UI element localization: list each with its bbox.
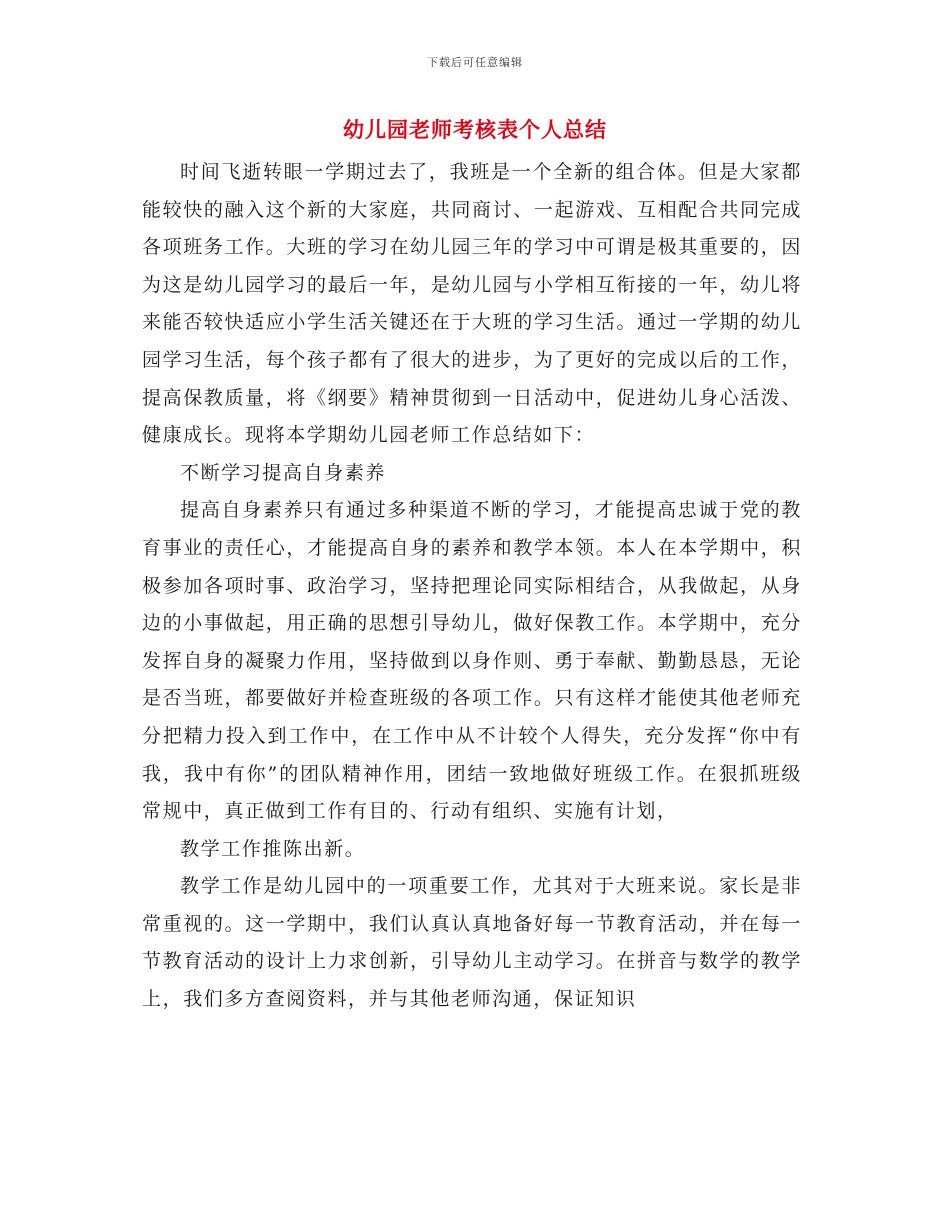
section-heading-teaching: 教学工作推陈出新。 xyxy=(180,837,366,860)
section-heading-study: 不断学习提高自身素养 xyxy=(180,461,387,484)
paragraph-intro: 时间飞逝转眼一学期过去了，我班是一个全新的组合体。但是大家都能较快的融入这个新的大家庭，共同商讨、一起游戏、互相配合共同完成各项班务工作。大班的学习在幼儿园三年的学习中可谓是极其重要的，因为这是幼儿园学习的最后一年，是幼儿园与小学相互衔接的一年，幼儿将来能否较快适应小学生活关键还在于大班的学习生活。通过一学期的幼儿园学习生活，每个孩子都有了很大的进步，为了更好的完成以后的工作，提高保教质量，将《纲要》精神贯彻到一日活动中，促进幼儿身心活泼、健康成长。现将本学期幼儿园老师工作总结如下： xyxy=(142,161,802,447)
page-header: 下载后可任意编辑 xyxy=(427,56,523,69)
paragraph-teaching: 教学工作是幼儿园中的一项重要工作，尤其对于大班来说。家长是非常重视的。这一学期中，我们认真认真地备好每一节教育活动，并在每一节教育活动的设计上力求创新，引导幼儿主动学习。在拼音与数学的教学上，我们多方查阅资料，并与其他老师沟通，保证知识 xyxy=(142,875,802,1011)
document-body xyxy=(142,154,802,1019)
document-title: 幼儿园老师考核表个人总结 xyxy=(343,117,607,142)
paragraph-study: 提高自身素养只有通过多种渠道不断的学习，才能提高忠诚于党的教育事业的责任心，才能提高自身的素养和教学本领。本人在本学期中，积极参加各项时事、政治学习，坚持把理论同实际相结合，从我做起，从身边的小事做起，用正确的思想引导幼儿，做好保教工作。本学期中，充分发挥自身的凝聚力作用，坚持做到以身作则、勇于奉献、勤勤恳恳，无论是否当班，都要做好并检查班级的各项工作。只有这样才能使其他老师充分把精力投入到工作中，在工作中从不计较个人得失，充分发挥“你中有我，我中有你”的团队精神作用，团结一致地做好班级工作。在狠抓班级常规中，真正做到工作有目的、行动有组织、实施有计划， xyxy=(142,499,802,823)
